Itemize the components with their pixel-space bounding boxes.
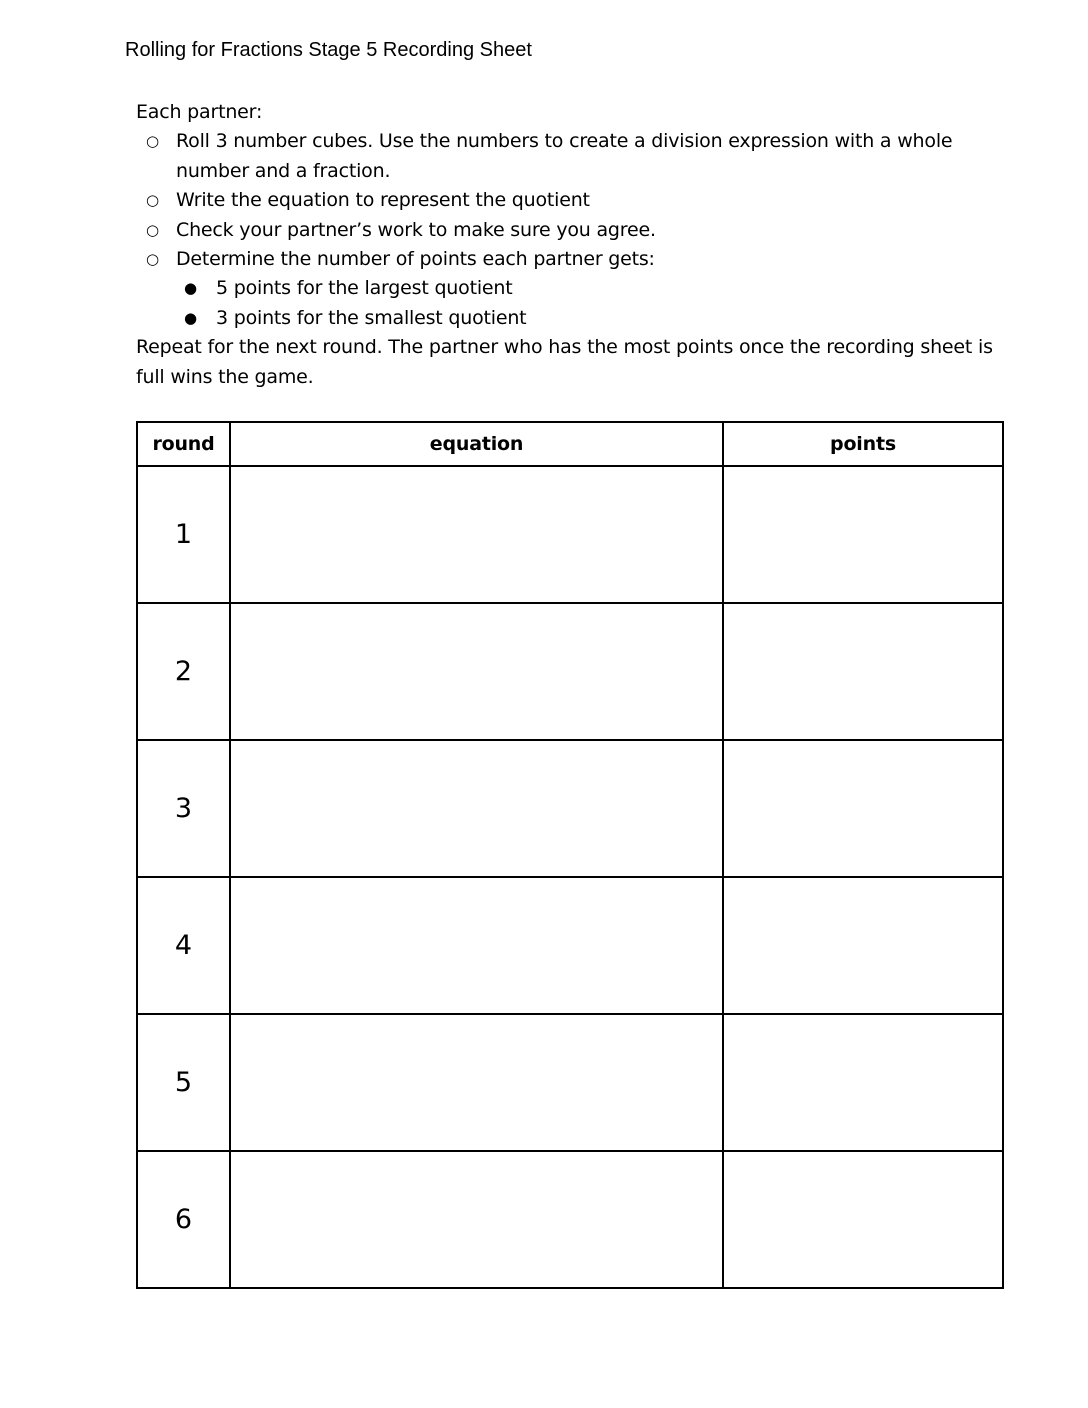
table-row [137,1014,1003,1151]
table-row [137,740,1003,877]
step-text: Check your partner’s work to make sure you agree. [176,218,656,241]
hollow-bullet-icon: ○ [146,250,159,269]
points-rule-text: 5 points for the largest quotient [216,277,513,300]
instructions [136,98,1016,392]
points-rule-text: 3 points for the smallest quotient [216,306,527,329]
step-list [136,127,1016,333]
filled-bullet-icon: ● [184,279,197,298]
points-rule-item [184,304,1016,333]
instructions-intro: Each partner: [136,101,263,123]
equation-cell [230,603,723,740]
points-cell [723,877,1003,1014]
step-item [146,186,1016,215]
points-cell [723,1151,1003,1288]
recording-table [136,421,1004,1289]
points-cell [723,603,1003,740]
round-number-cell: 6 [137,1151,230,1288]
points-cell [723,740,1003,877]
equation-cell [230,740,723,877]
table-row [137,877,1003,1014]
round-number-cell: 2 [137,603,230,740]
round-number-cell: 1 [137,466,230,603]
equation-cell [230,466,723,603]
round-number-cell: 3 [137,740,230,877]
points-cell [723,466,1003,603]
table-row [137,466,1003,603]
table-header-row [137,422,1003,466]
table-row [137,603,1003,740]
instructions-closing: Repeat for the next round. The partner who has the most points once the recording sheet is full wins the game. [136,336,993,388]
column-header-equation: equation [230,422,723,466]
round-number-cell: 4 [137,877,230,1014]
column-header-round: round [137,422,230,466]
points-rule-list [176,274,1016,333]
filled-bullet-icon: ● [184,308,197,327]
hollow-bullet-icon: ○ [146,191,159,210]
step-item [146,245,1016,333]
hollow-bullet-icon: ○ [146,220,159,239]
page-header-title: Rolling for Fractions Stage 5 Recording Sheet [125,39,532,61]
equation-cell [230,877,723,1014]
step-text: Write the equation to represent the quotient [176,189,590,212]
step-text: Roll 3 number cubes. Use the numbers to create a division expression with a whole number and a fraction. [176,130,953,182]
equation-cell [230,1151,723,1288]
points-rule-item [184,274,1016,303]
step-text: Determine the number of points each partner gets: [176,248,655,271]
points-cell [723,1014,1003,1151]
equation-cell [230,1014,723,1151]
round-number-cell: 5 [137,1014,230,1151]
step-item [146,216,1016,245]
step-item [146,127,1016,186]
table-row [137,1151,1003,1288]
hollow-bullet-icon: ○ [146,132,159,151]
column-header-points: points [723,422,1003,466]
